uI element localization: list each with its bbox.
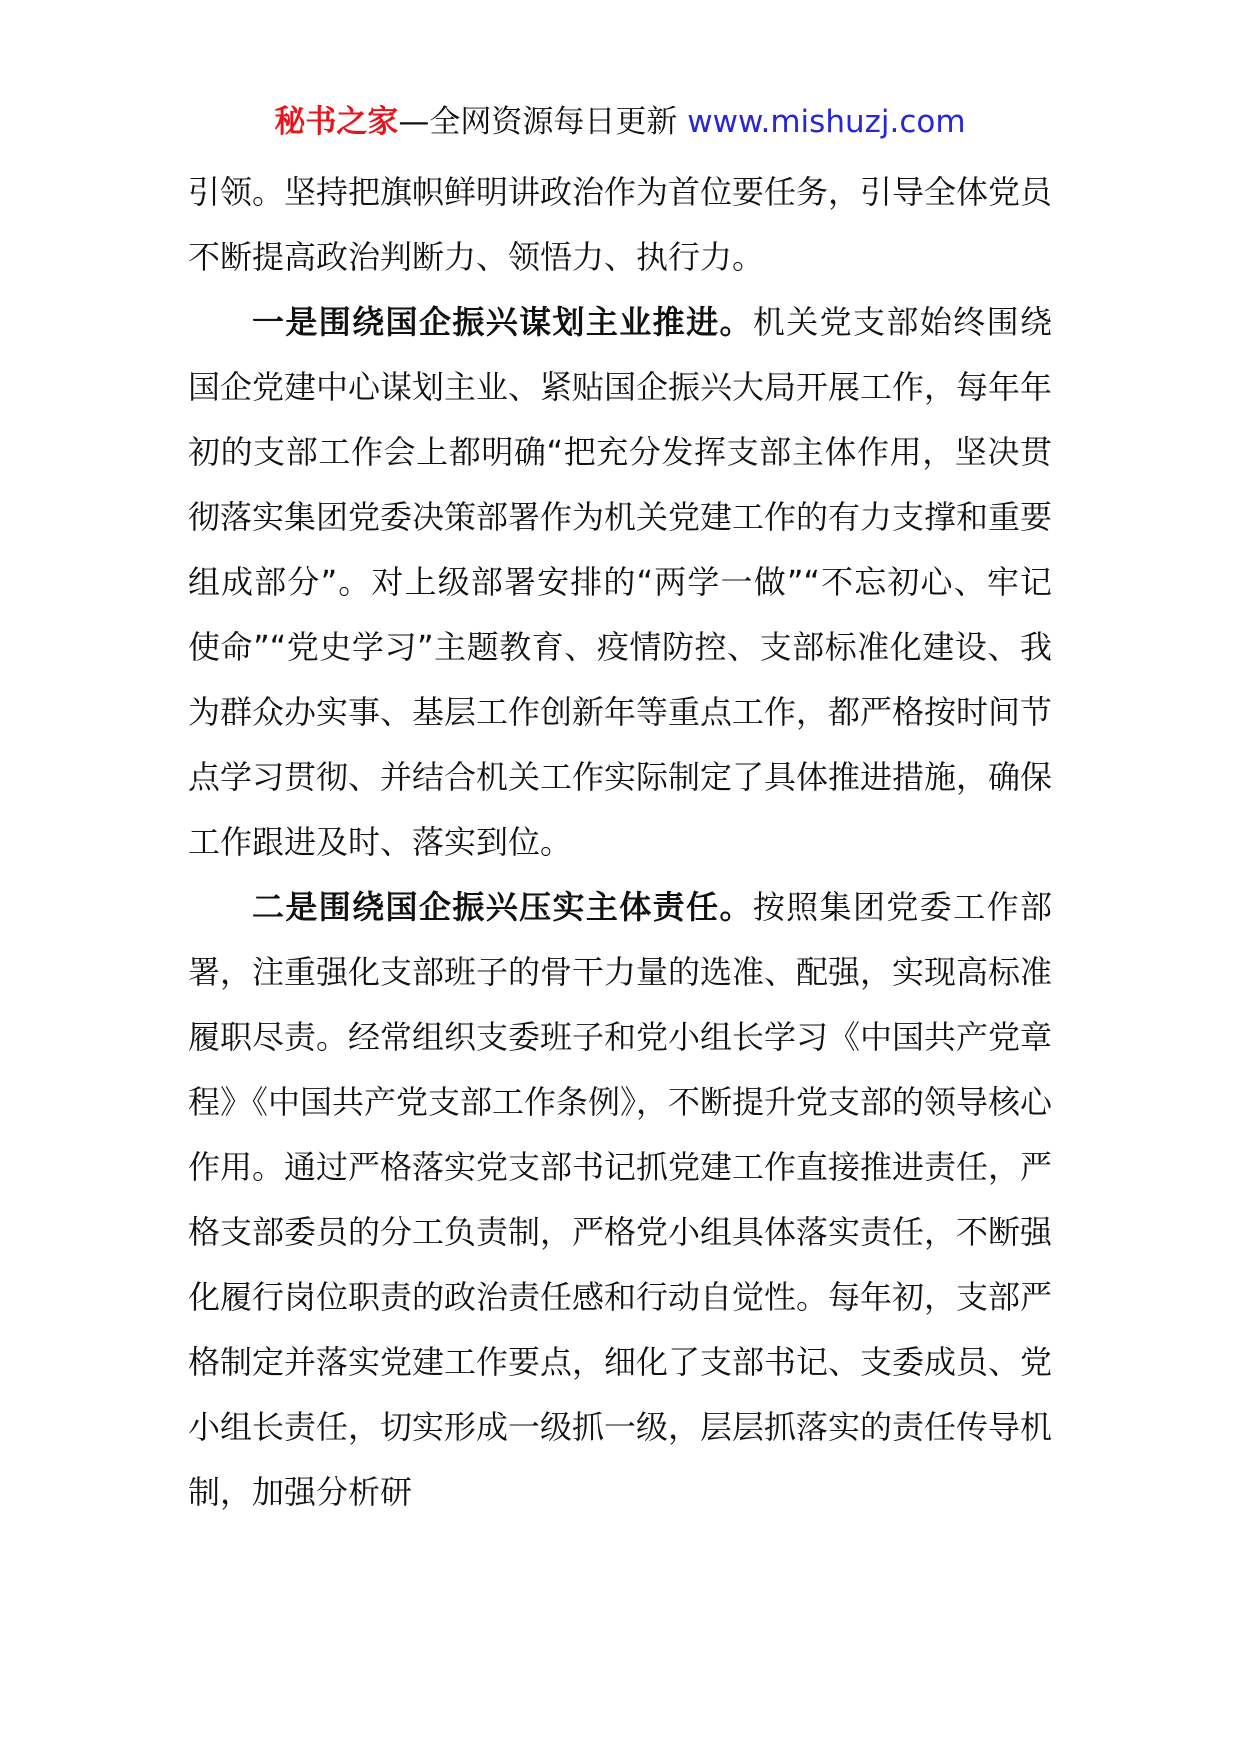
brand-name: 秘书之家 bbox=[274, 104, 399, 140]
paragraph-text: 机关党支部始终围绕国企党建中心谋划主业、紧贴国企振兴大局开展工作，每年年初的支部工作会上都明确“把充分发挥支部主体作用，坚决贯彻落实集团党委决策部署作为机关党建工作的有力支撑和重要组成部分”。对上级部署安排的“两学一做”“不忘初心、牢记使命”“党史学习”主题教育、疫情防控、支部标准化建设、我为群众办实事、基层工作创新年等重点工作，都严格按时间节点学习贯彻、并结合机关工作实际制定了具体推进措施，确保工作跟进及时、落实到位。 bbox=[188, 303, 1053, 861]
page-header bbox=[0, 100, 1240, 144]
paragraph-text: 引领。坚持把旗帜鲜明讲政治作为首位要任务，引导全体党员不断提高政治判断力、领悟力、执行力。 bbox=[188, 173, 1053, 276]
paragraph-text: 按照集团党委工作部署，注重强化支部班子的骨干力量的选准、配强，实现高标准履职尽责。经常组织支委班子和党小组长学习《中国共产党章程》《中国共产党支部工作条例》，不断提升党支部的领导核心作用。通过严格落实党支部书记抓党建工作直接推进责任，严格支部委员的分工负责制，严格党小组具体落实责任，不断强化履行岗位职责的政治责任感和行动自觉性。每年初，支部严格制定并落实党建工作要点，细化了支部书记、支委成员、党小组长责任，切实形成一级抓一级，层层抓落实的责任传导机制，加强分析研 bbox=[188, 888, 1053, 1511]
paragraph-continuation bbox=[188, 160, 1052, 290]
paragraph-lead-heading: 一是围绕国企振兴谋划主业推进。 bbox=[252, 303, 753, 341]
site-url-link[interactable]: www.mishuzj.com bbox=[687, 104, 966, 140]
header-tagline: —全网资源每日更新 bbox=[398, 104, 688, 140]
document-body bbox=[188, 160, 1052, 1525]
paragraph-two bbox=[188, 875, 1052, 1525]
paragraph-lead-heading: 二是围绕国企振兴压实主体责任。 bbox=[252, 888, 753, 926]
paragraph-one bbox=[188, 290, 1052, 875]
